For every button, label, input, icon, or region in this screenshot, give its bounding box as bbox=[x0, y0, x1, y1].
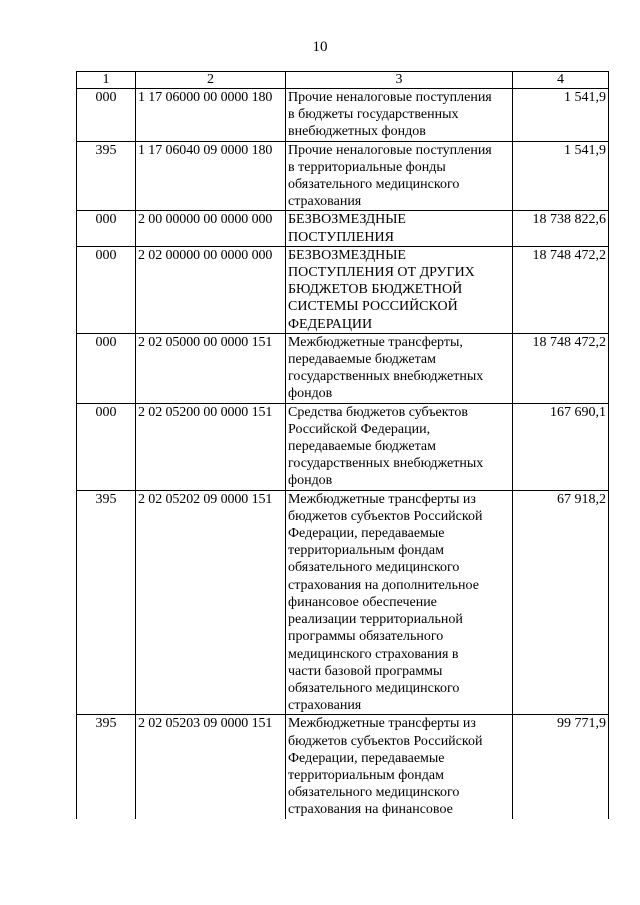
revenue-name-line: фондов bbox=[288, 386, 333, 402]
revenue-name-cell bbox=[286, 141, 513, 211]
revenue-name-line: БЮДЖЕТОВ БЮДЖЕТНОЙ bbox=[288, 282, 463, 298]
page-number: 10 bbox=[312, 39, 328, 55]
table-row bbox=[77, 715, 609, 819]
revenue-name-line: ПОСТУПЛЕНИЯ ОТ ДРУГИХ bbox=[288, 265, 475, 281]
revenue-name-line: обязательного медицинского bbox=[288, 177, 460, 193]
revenue-name-line: ФЕДЕРАЦИИ bbox=[288, 316, 373, 332]
admin-code-cell: 000 bbox=[77, 403, 136, 490]
admin-code-cell: 395 bbox=[77, 141, 136, 211]
revenue-name-line: обязательного медицинского bbox=[288, 680, 460, 696]
table-header-row bbox=[77, 72, 609, 89]
revenue-name-line: бюджетов субъектов Российской bbox=[288, 508, 483, 524]
revenue-name-line: БЕЗВОЗМЕЗДНЫЕ bbox=[288, 212, 406, 228]
budget-classification-code-cell: 1 17 06000 00 0000 180 bbox=[136, 89, 286, 142]
revenue-name-line: БЕЗВОЗМЕЗДНЫЕ bbox=[288, 247, 406, 263]
revenue-name-line: в территориальные фонды bbox=[288, 159, 446, 175]
revenue-name-line: в бюджеты государственных bbox=[288, 107, 459, 123]
revenue-name-cell bbox=[286, 403, 513, 490]
amount-cell: 1 541,9 bbox=[513, 89, 609, 142]
revenue-name-line: страхования на финансовое bbox=[288, 802, 453, 818]
revenue-name-line: Прочие неналоговые поступления bbox=[288, 142, 492, 158]
revenue-name-line: страхования bbox=[288, 698, 362, 714]
amount-cell: 1 541,9 bbox=[513, 141, 609, 211]
column-header-1: 1 bbox=[77, 72, 136, 89]
amount-cell: 67 918,2 bbox=[513, 490, 609, 715]
revenue-name-line: обязательного медицинского bbox=[288, 560, 460, 576]
admin-code-cell: 000 bbox=[77, 89, 136, 142]
amount-cell: 167 690,1 bbox=[513, 403, 609, 490]
admin-code-cell: 000 bbox=[77, 333, 136, 403]
table-row bbox=[77, 403, 609, 490]
revenue-name-cell bbox=[286, 89, 513, 142]
admin-code-cell: 395 bbox=[77, 490, 136, 715]
admin-code-cell: 000 bbox=[77, 246, 136, 333]
revenue-name-line: медицинского страхования в bbox=[288, 646, 459, 662]
table-row bbox=[77, 89, 609, 142]
revenue-name-cell bbox=[286, 333, 513, 403]
revenue-name-line: государственных внебюджетных bbox=[288, 369, 484, 385]
budget-classification-code-cell: 2 02 05200 00 0000 151 bbox=[136, 403, 286, 490]
revenue-name-line: Федерации, передаваемые bbox=[288, 526, 445, 542]
revenue-name-line: территориальным фондам bbox=[288, 543, 444, 559]
revenue-name-line: Прочие неналоговые поступления bbox=[288, 90, 492, 105]
revenue-name-line: ПОСТУПЛЕНИЯ bbox=[288, 229, 394, 245]
revenue-name-line: фондов bbox=[288, 473, 333, 489]
column-header-2: 2 bbox=[136, 72, 286, 89]
revenue-name-line: Межбюджетные трансферты из bbox=[288, 716, 476, 732]
revenue-name-line: Федерации, передаваемые bbox=[288, 750, 445, 766]
revenue-name-line: программы обязательного bbox=[288, 629, 444, 645]
revenue-name-line: внебюджетных фондов bbox=[288, 124, 426, 140]
revenue-name-line: реализации территориальной bbox=[288, 612, 463, 628]
budget-classification-code-cell: 2 02 05203 09 0000 151 bbox=[136, 715, 286, 819]
revenue-name-line: СИСТЕМЫ РОССИЙСКОЙ bbox=[288, 299, 458, 315]
amount-cell: 18 748 472,2 bbox=[513, 246, 609, 333]
revenue-name-line: Российской Федерации, bbox=[288, 421, 431, 437]
revenue-name-line: финансовое обеспечение bbox=[288, 594, 437, 610]
budget-classification-code-cell: 2 02 00000 00 0000 000 bbox=[136, 246, 286, 333]
revenue-name-cell bbox=[286, 211, 513, 246]
amount-cell: 18 738 822,6 bbox=[513, 211, 609, 246]
revenue-name-line: Межбюджетные трансферты, bbox=[288, 334, 463, 350]
revenue-name-line: территориальным фондам bbox=[288, 767, 444, 783]
budget-classification-code-cell: 1 17 06040 09 0000 180 bbox=[136, 141, 286, 211]
revenue-name-line: передаваемые бюджетам bbox=[288, 352, 436, 368]
admin-code-cell: 000 bbox=[77, 211, 136, 246]
amount-cell: 18 748 472,2 bbox=[513, 333, 609, 403]
revenue-name-cell bbox=[286, 490, 513, 715]
admin-code-cell: 395 bbox=[77, 715, 136, 819]
amount-cell: 99 771,9 bbox=[513, 715, 609, 819]
table-body bbox=[77, 89, 609, 819]
budget-classification-code-cell: 2 02 05202 09 0000 151 bbox=[136, 490, 286, 715]
revenue-name-cell bbox=[286, 246, 513, 333]
revenue-name-line: страхования на дополнительное bbox=[288, 577, 479, 593]
table-row bbox=[77, 333, 609, 403]
table-row bbox=[77, 211, 609, 246]
revenue-name-line: государственных внебюджетных bbox=[288, 456, 484, 472]
column-header-3: 3 bbox=[286, 72, 513, 89]
column-header-4: 4 bbox=[513, 72, 609, 89]
revenue-name-line: передаваемые бюджетам bbox=[288, 439, 436, 455]
revenue-name-line: Межбюджетные трансферты из bbox=[288, 491, 476, 507]
budget-classification-code-cell: 2 00 00000 00 0000 000 bbox=[136, 211, 286, 246]
budget-classification-code-cell: 2 02 05000 00 0000 151 bbox=[136, 333, 286, 403]
table-row bbox=[77, 490, 609, 715]
revenue-name-line: Средства бюджетов субъектов bbox=[288, 404, 468, 420]
revenue-name-line: части базовой программы bbox=[288, 663, 443, 679]
revenue-name-line: обязательного медицинского bbox=[288, 785, 460, 801]
table-row bbox=[77, 246, 609, 333]
revenue-name-line: бюджетов субъектов Российской bbox=[288, 733, 483, 749]
table-row bbox=[77, 141, 609, 211]
budget-revenue-table bbox=[76, 71, 609, 819]
revenue-name-cell bbox=[286, 715, 513, 819]
revenue-name-line: страхования bbox=[288, 194, 362, 210]
